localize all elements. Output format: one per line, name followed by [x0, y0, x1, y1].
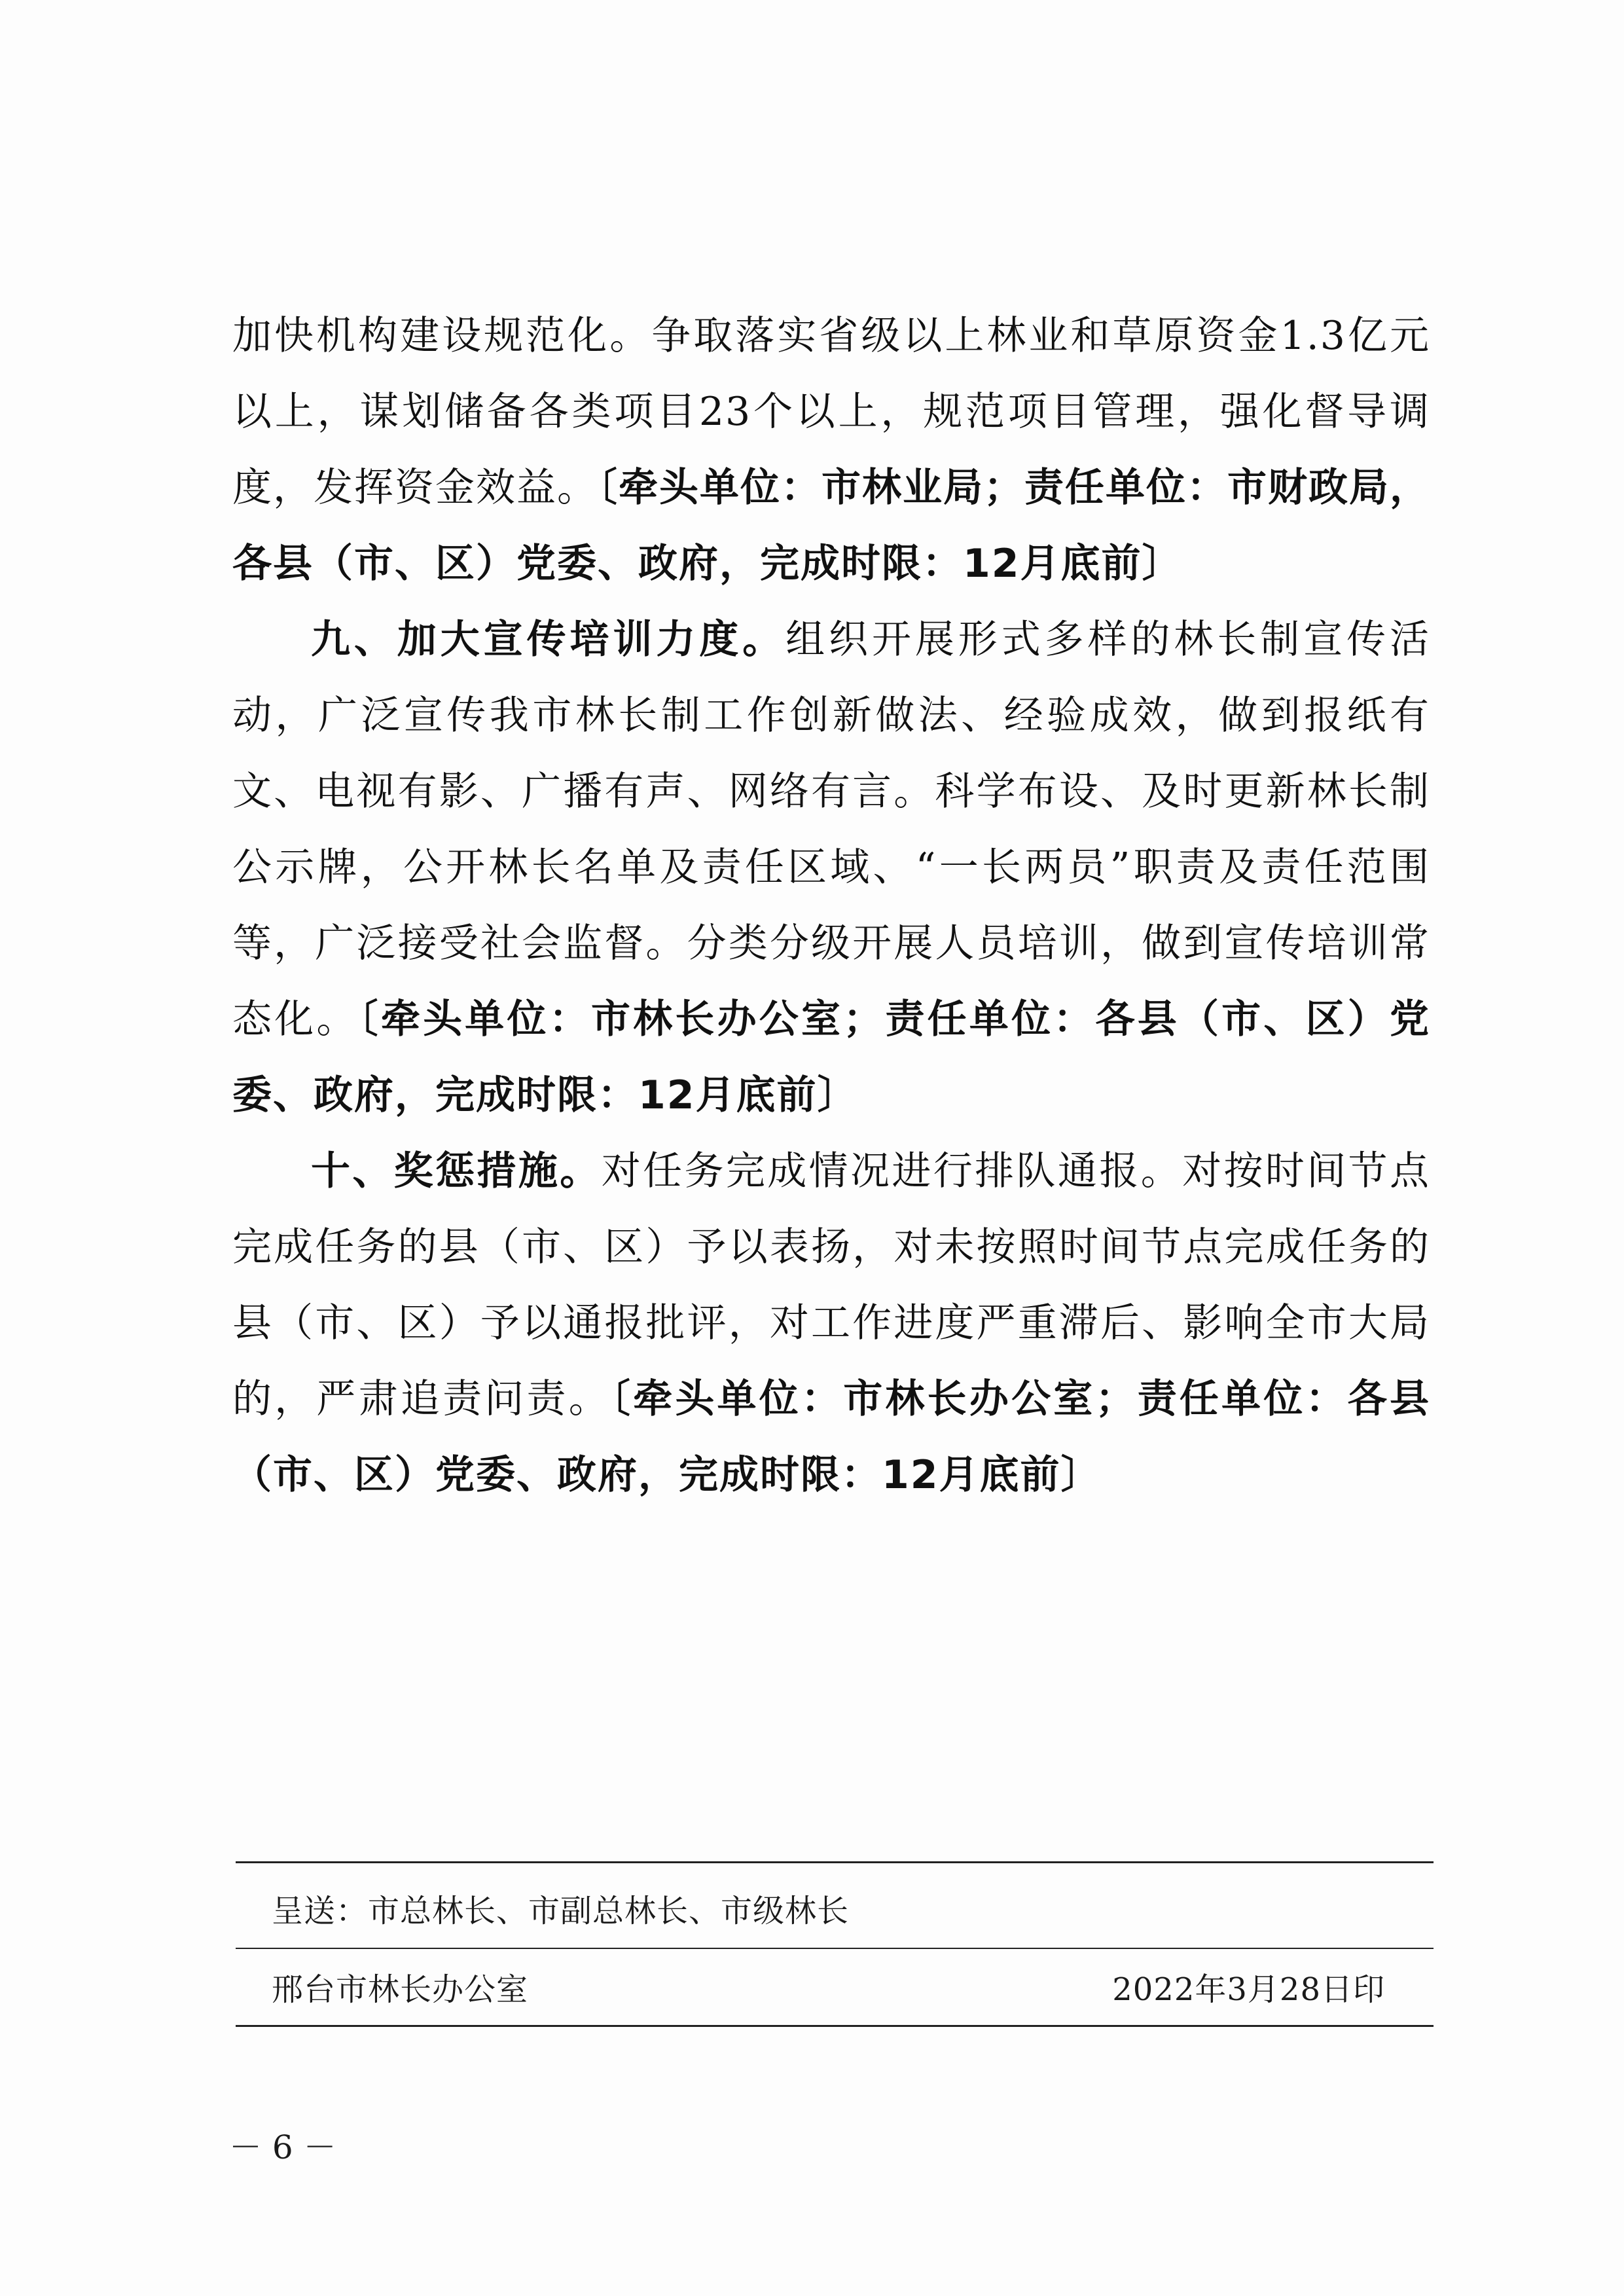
footer-rule-top	[236, 1861, 1434, 1863]
paragraph-rewards-penalties	[232, 1133, 1430, 1513]
footer-rule-middle	[236, 1948, 1434, 1949]
paragraph-text: 组织开展形式多样的林长制宣传活动，广泛宣传我市林长制工作创新做法、经验成效，做到报纸有文、电视有影、广播有声、网络有言。科学布设、及时更新林长制公示牌，公开林长名单及责任区域、“一长两员”职责及责任范围等，广泛接受社会监督。分类分级开展人员培训，做到宣传培训常态化。	[232, 617, 1431, 1042]
paragraph-publicity-training	[232, 602, 1430, 1133]
responsibility-note: 〔牵头单位：市林长办公室；责任单位：各县（市、区）党委、政府，完成时限：12月底前〕	[232, 996, 1431, 1118]
print-date: 2022年3月28日印	[1112, 1971, 1385, 2008]
paragraph-funding	[232, 298, 1430, 602]
footer-rule-bottom	[236, 2025, 1434, 2027]
section-heading: 十、奖惩措施。	[311, 1148, 602, 1194]
cc-line: 呈送：市总林长、市副总林长、市级林长	[272, 1893, 850, 1929]
paragraph-text: 加快机构建设规范化。争取落实省级以上林业和草原资金1.3亿元以上，谋划储备各类项目23个以上，规范项目管理，强化督导调度，发挥资金效益。	[232, 313, 1430, 511]
responsibility-note: 〔牵头单位：市林业局；责任单位：市财政局，各县（市、区）党委、政府，完成时限：12月底前〕	[232, 465, 1430, 587]
paragraph-text: 对任务完成情况进行排队通报。对按时间节点完成任务的县（市、区）予以表扬，对未按照时间节点完成任务的县（市、区）予以通报批评，对工作进度严重滞后、影响全市大局的，严肃追责问责。	[232, 1148, 1431, 1422]
responsibility-note: 〔牵头单位：市林长办公室；责任单位：各县（市、区）党委、政府，完成时限：12月底前〕	[232, 1376, 1431, 1498]
section-heading: 九、加大宣传培训力度。	[311, 617, 786, 663]
document-body	[232, 298, 1430, 1513]
page-number: － 6 －	[229, 2128, 336, 2166]
issuer-name: 邢台市林长办公室	[272, 1971, 529, 2008]
